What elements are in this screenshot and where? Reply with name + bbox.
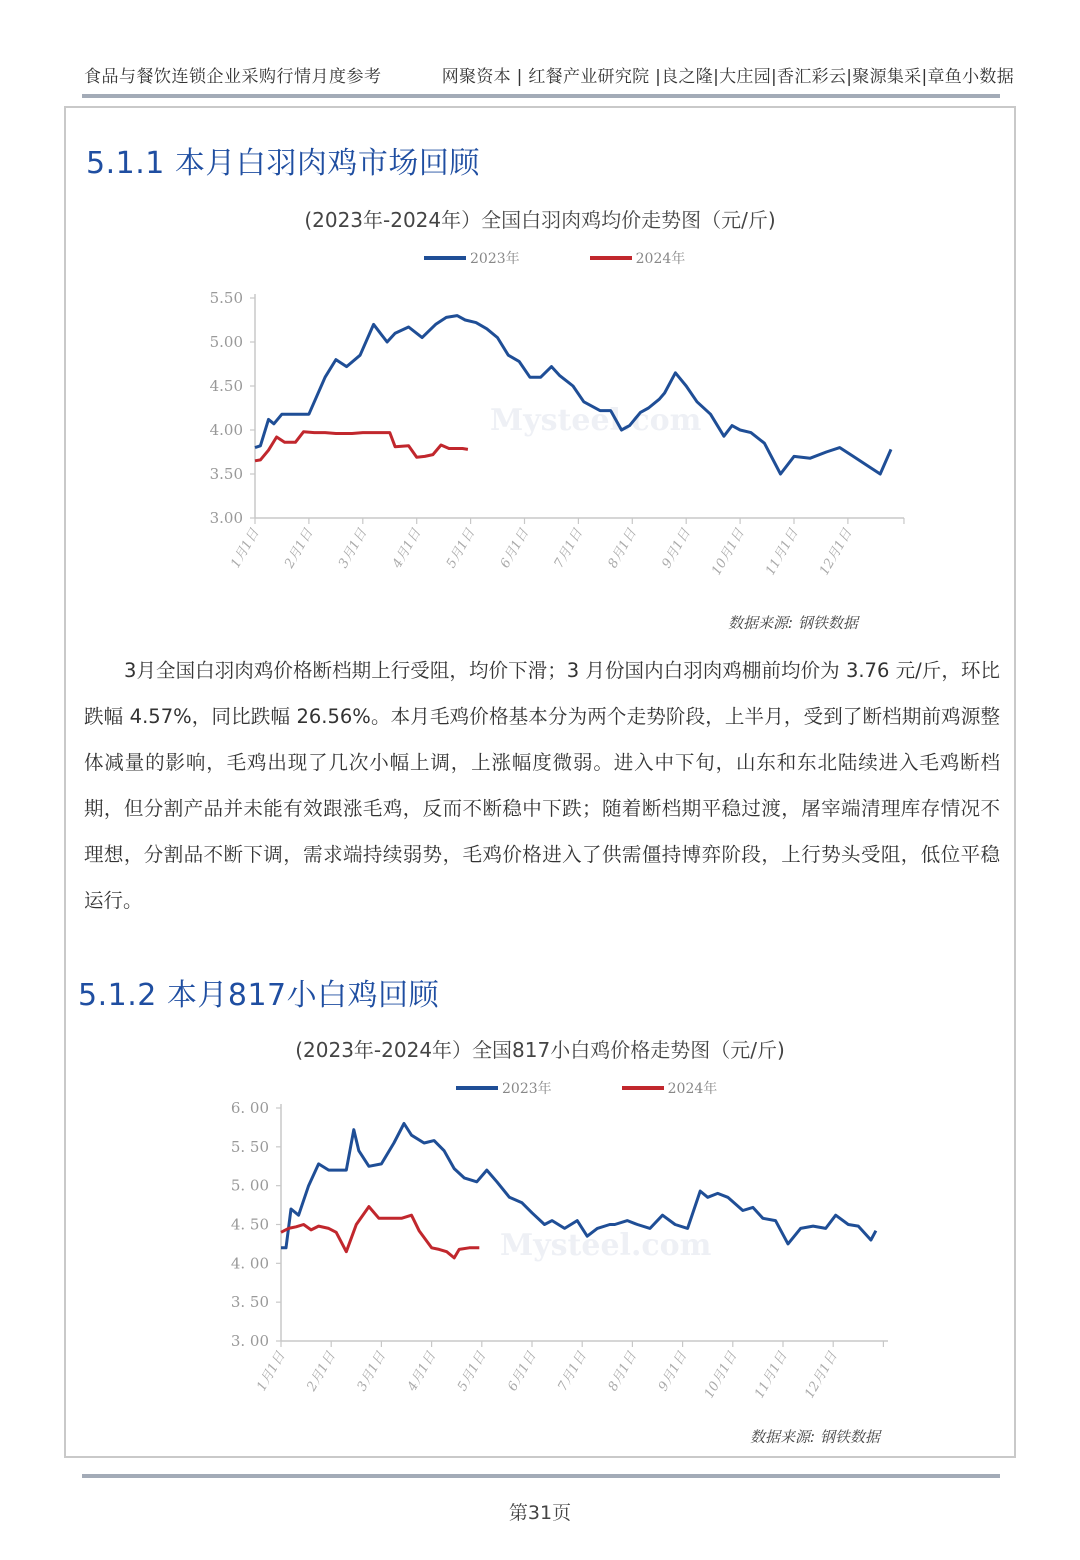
svg-text:2月1日: 2月1日: [282, 526, 317, 571]
series-line-2023年: [255, 316, 891, 474]
svg-text:4.00: 4.00: [209, 421, 243, 439]
legend-swatch-2023: [456, 1086, 498, 1090]
svg-text:8月1日: 8月1日: [605, 1349, 640, 1394]
svg-text:2月1日: 2月1日: [304, 1349, 339, 1394]
svg-text:5.00: 5.00: [209, 333, 243, 351]
svg-text:9月1日: 9月1日: [655, 1349, 691, 1394]
svg-text:5. 50: 5. 50: [230, 1137, 269, 1156]
svg-text:7月1日: 7月1日: [555, 1349, 590, 1394]
svg-text:4.50: 4.50: [209, 377, 243, 395]
chart2-plot: [0, 1095, 1080, 1435]
svg-text:3月1日: 3月1日: [354, 1349, 389, 1394]
svg-text:8月1日: 8月1日: [605, 526, 640, 571]
legend-swatch-2024: [622, 1086, 664, 1090]
svg-text:11月1日: 11月1日: [763, 526, 802, 579]
section1-body-paragraph: 3月全国白羽肉鸡价格断档期上行受阻，均价下滑；3 月份国内白羽肉鸡棚前均价为 3.76 元/斤，环比跌幅 4.57%，同比跌幅 26.56%。本月毛鸡价格基本分为两个走势阶段，上半月，受到了断档期前鸡源整体减量的影响，毛鸡出现了几次小幅上调，上涨幅度微弱。进入中下旬，山东和东北陆续进入毛鸡断档期，但分割产品并未能有效跟涨毛鸡，反而不断稳中下跌；随着断档期平稳过渡，屠宰端清理库存情况不理想，分割品不断下调，需求端持续弱势，毛鸡价格进入了供需僵持博弈阶段，上行势头受阻，低位平稳运行。: [84, 659, 1000, 912]
header-divider: [82, 94, 1000, 98]
svg-text:6月1日: 6月1日: [505, 1349, 540, 1394]
chart2-title: (2023年-2024年）全国817小白鸡价格走势图（元/斤): [295, 1038, 785, 1062]
legend-label-2024: 2024年: [635, 251, 686, 267]
svg-text:10月1日: 10月1日: [709, 526, 748, 579]
svg-text:5月1日: 5月1日: [455, 1349, 490, 1394]
svg-text:4月1日: 4月1日: [404, 1349, 440, 1394]
svg-text:6月1日: 6月1日: [497, 526, 532, 571]
svg-text:7月1日: 7月1日: [551, 526, 586, 571]
legend-swatch-2024: [590, 256, 632, 260]
legend-label-2023: 2023年: [502, 1081, 552, 1097]
chart1-plot: [0, 280, 1080, 620]
legend-swatch-2023: [424, 256, 466, 260]
section-heading-white-feather-broiler: 5.1.1 本月白羽肉鸡市场回顾: [86, 146, 480, 181]
svg-text:4. 00: 4. 00: [230, 1254, 269, 1273]
svg-text:Mysteel.com: Mysteel.com: [500, 1228, 712, 1263]
svg-text:4月1日: 4月1日: [389, 526, 425, 571]
chart1-title: (2023年-2024年）全国白羽肉鸡均价走势图（元/斤): [304, 208, 776, 232]
series-line-2024年: [255, 432, 468, 461]
page-number: 第31页: [508, 1502, 572, 1524]
chart1-legend: [424, 248, 685, 268]
legend-item-2024: [590, 248, 686, 268]
svg-text:9月1日: 9月1日: [659, 526, 694, 571]
svg-text:5.50: 5.50: [209, 289, 243, 307]
svg-text:3.00: 3.00: [209, 509, 243, 527]
svg-text:1月1日: 1月1日: [228, 526, 263, 571]
svg-text:Mysteel.com: Mysteel.com: [490, 403, 702, 438]
footer-divider: [82, 1474, 1000, 1478]
header-report-title: 食品与餐饮连锁企业采购行情月度参考: [84, 67, 382, 87]
legend-label-2023: 2023年: [470, 251, 520, 267]
svg-text:11月1日: 11月1日: [752, 1349, 791, 1402]
section-heading-817-chicken: 5.1.2 本月817小白鸡回顾: [78, 978, 440, 1013]
svg-text:3. 50: 3. 50: [230, 1293, 269, 1312]
svg-text:1月1日: 1月1日: [254, 1349, 289, 1394]
svg-text:5月1日: 5月1日: [443, 526, 479, 571]
chart1-source: 数据来源: 钢铁数据: [728, 614, 858, 632]
svg-text:12月1日: 12月1日: [802, 1349, 841, 1402]
legend-label-2024: 2024年: [667, 1081, 718, 1097]
header-publishers: 网聚资本 | 红餐产业研究院 |良之隆|大庄园|香汇彩云|聚源集采|章鱼小数据: [441, 67, 1014, 87]
svg-text:5. 00: 5. 00: [230, 1176, 269, 1195]
svg-text:6. 00: 6. 00: [230, 1099, 269, 1117]
svg-text:10月1日: 10月1日: [701, 1349, 741, 1402]
svg-text:4. 50: 4. 50: [230, 1215, 269, 1234]
svg-text:3. 00: 3. 00: [230, 1332, 269, 1350]
svg-text:3.50: 3.50: [209, 465, 243, 483]
svg-text:12月1日: 12月1日: [816, 526, 856, 579]
legend-item-2023: [424, 248, 520, 268]
svg-text:3月1日: 3月1日: [336, 526, 371, 571]
series-line-2024年: [281, 1207, 479, 1258]
chart2-source: 数据来源: 钢铁数据: [750, 1428, 880, 1446]
